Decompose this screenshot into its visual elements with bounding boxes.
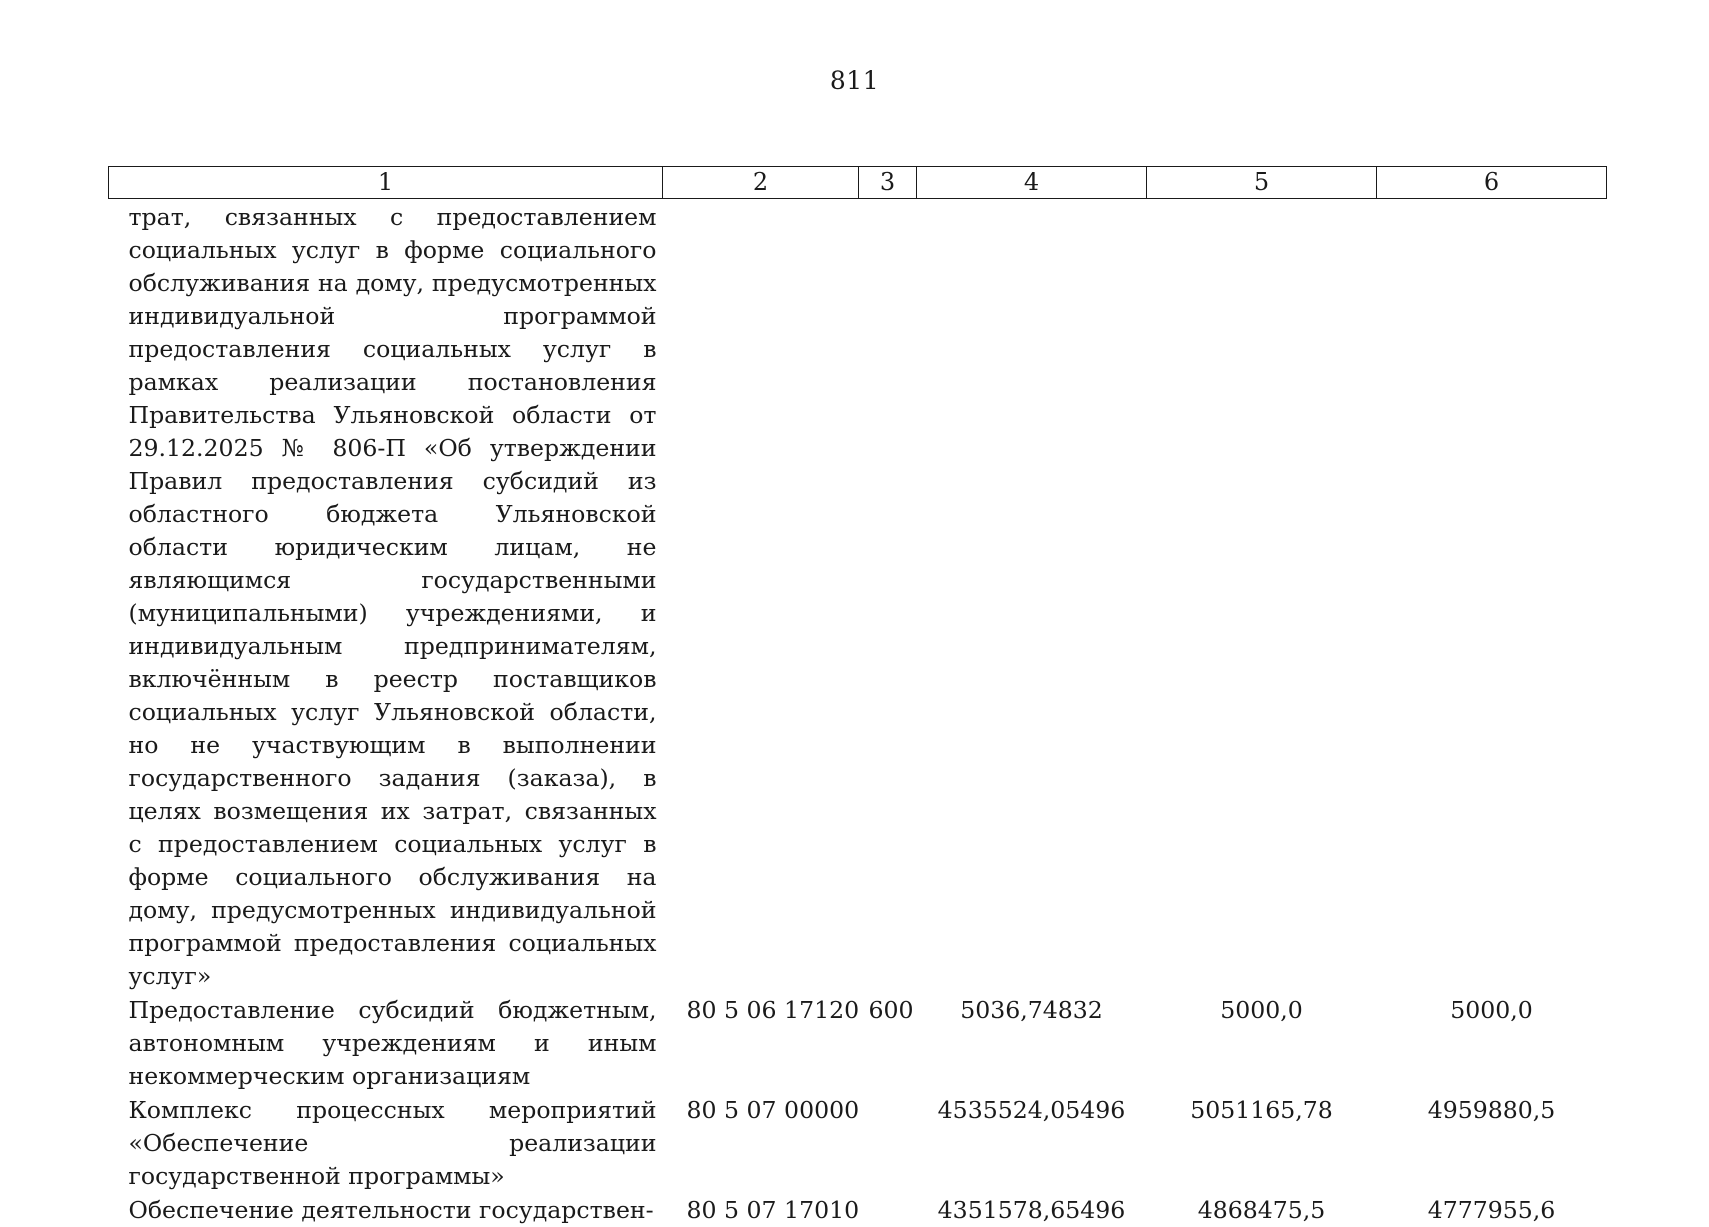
table-header [109,167,1607,199]
column-header-2: 2 [663,167,859,199]
row-description: трат, связанных с предоставлением социальных услуг в форме социального обслуживания на дому, предусмотренных индивидуальной программой предоставления социальных услуг в рамках реализации постановления Правительства Ульяновской области от 29.12.2025 № 806-П «Об утверждении Правил предоставления субсидий из областного бюджета Ульяновской области юридическим лицам, не являющимся государственными (муниципальными) учреждениями, и индивидуальным предпринимателям, включённым в реестр поставщиков социальных услуг Ульяновской области, но не участвующим в выполнении государственного задания (заказа), в целях возмещения их затрат, связанных с предоставлением социальных услуг в форме социального обслуживания на дому, предусмотренных индивидуальной программой предоставления социальных услуг» [109,199,663,994]
row-code: 80 5 07 00000 [663,1093,859,1193]
row-amount-col4: 5036,74832 [917,993,1147,1093]
row-amount-col5 [1147,199,1377,994]
row-code: 80 5 07 17010 [663,1193,859,1227]
page-number: 811 [0,66,1709,95]
column-header-3: 3 [859,167,917,199]
row-amount-col5: 5051165,78 [1147,1093,1377,1193]
row-description: Комплекс процессных мероприятий «Обеспечение реализации государственной программы» [109,1093,663,1193]
row-amount-col6: 5000,0 [1377,993,1607,1093]
table-row [109,1093,1607,1193]
table-body [109,199,1607,1227]
column-header-6: 6 [1377,167,1607,199]
column-number-row [109,167,1607,199]
budget-table [108,166,1607,1227]
column-header-5: 5 [1147,167,1377,199]
row-amount-col5: 5000,0 [1147,993,1377,1093]
row-expense-type [859,199,917,994]
row-amount-col6: 4777955,6 [1377,1193,1607,1227]
table-row [109,1193,1607,1227]
row-description: Предоставление субсидий бюджетным, автономным учреждениям и иным некоммерческим организациям [109,993,663,1093]
table-row [109,993,1607,1093]
row-amount-col5: 4868475,5 [1147,1193,1377,1227]
row-expense-type [859,1093,917,1193]
row-expense-type [859,1193,917,1227]
row-code [663,199,859,994]
table-row [109,199,1607,994]
column-header-1: 1 [109,167,663,199]
row-expense-type: 600 [859,993,917,1093]
row-amount-col6: 4959880,5 [1377,1093,1607,1193]
row-amount-col4 [917,199,1147,994]
row-amount-col4: 4351578,65496 [917,1193,1147,1227]
row-amount-col4: 4535524,05496 [917,1093,1147,1193]
row-amount-col6 [1377,199,1607,994]
row-description: Обеспечение деятельности государствен- [109,1193,663,1227]
column-header-4: 4 [917,167,1147,199]
row-code: 80 5 06 17120 [663,993,859,1093]
